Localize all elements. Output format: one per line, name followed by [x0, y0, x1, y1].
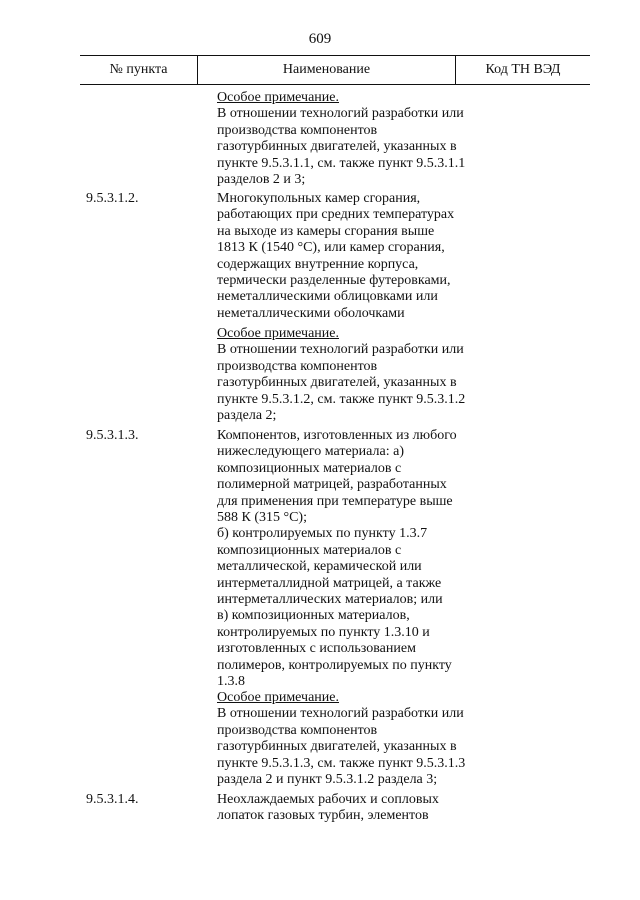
item-line: композиционных материалов с	[217, 460, 402, 476]
item-line: на выходе из камеры сгорания выше	[217, 223, 435, 239]
item-line: интерметаллидной матрицей, а также	[217, 575, 442, 591]
note-line: производства компонентов	[217, 358, 378, 374]
note-line: газотурбинных двигателей, указанных в	[217, 139, 457, 155]
item-line: контролируемых по пункту 1.3.10 и	[217, 624, 430, 640]
item-number: 9.5.3.1.3.	[86, 428, 139, 443]
note-line: В отношении технологий разработки или	[217, 106, 464, 122]
item-line: работающих при средних температурах	[217, 207, 455, 223]
item-line: 588 К (315 °C);	[217, 510, 307, 526]
item-description	[217, 792, 487, 825]
note-line: производства компонентов	[217, 122, 378, 138]
item-line: в) композиционных материалов,	[217, 608, 410, 624]
note-line: производства компонентов	[217, 722, 378, 738]
item-line: неметаллическими облицовками или	[217, 289, 438, 305]
item-line: лопаток газовых турбин, элементов	[217, 808, 429, 824]
item-line: композиционных материалов с	[217, 542, 402, 558]
column-header-code: Код ТН ВЭД	[485, 62, 561, 77]
item-line: металлической, керамической или	[217, 559, 422, 575]
item-line: содержащих внутренние корпуса,	[217, 256, 419, 272]
note-line: газотурбинных двигателей, указанных в	[217, 375, 457, 391]
item-line: изготовленных с использованием	[217, 641, 416, 657]
note-line: пункте 9.5.3.1.3, см. также пункт 9.5.3.1.3	[217, 755, 466, 771]
note-line: пункте 9.5.3.1.1, см. также пункт 9.5.3.1.1	[217, 155, 466, 171]
page-number: 609	[308, 31, 332, 47]
special-note	[217, 90, 487, 188]
item-line: для применения при температуре выше	[217, 493, 453, 509]
item-line: Компонентов, изготовленных из любого	[217, 428, 457, 443]
item-description	[217, 191, 487, 322]
item-line: полимеров, контролируемых по пункту	[217, 657, 452, 673]
note-line: раздела 2;	[217, 408, 277, 424]
special-note	[217, 690, 487, 788]
item-line: б) контролируемых по пункту 1.3.7	[217, 526, 428, 542]
note-line: газотурбинных двигателей, указанных в	[217, 739, 457, 755]
column-header-name: Наименование	[198, 56, 456, 84]
note-line: В отношении технологий разработки или	[217, 706, 464, 722]
item-line: неметаллическими оболочками	[217, 305, 405, 321]
note-line: В отношении технологий разработки или	[217, 342, 464, 358]
table-header	[80, 55, 590, 85]
note-line: разделов 2 и 3;	[217, 172, 306, 188]
item-line: термически разделенные футеровками,	[217, 273, 451, 289]
column-header-number: № пункта	[80, 56, 198, 84]
item-description	[217, 428, 487, 691]
item-line: интерметаллических материалов; или	[217, 592, 443, 608]
note-line: пункте 9.5.3.1.2, см. также пункт 9.5.3.1.2	[217, 391, 466, 407]
item-line: 1.3.8	[217, 674, 245, 690]
item-line: 1813 К (1540 °C), или камер сгорания,	[217, 240, 445, 256]
item-line: нижеследующего материала: а)	[217, 444, 404, 460]
item-number: 9.5.3.1.4.	[86, 792, 139, 807]
item-line: полимерной матрицей, разработанных	[217, 477, 447, 493]
item-number: 9.5.3.1.2.	[86, 191, 139, 206]
note-title: Особое примечание.	[217, 690, 339, 705]
special-note	[217, 326, 487, 424]
note-title: Особое примечание.	[217, 90, 339, 105]
item-line: Многокупольных камер сгорания,	[217, 191, 421, 206]
note-line: раздела 2 и пункт 9.5.3.1.2 раздела 3;	[217, 772, 438, 788]
note-title: Особое примечание.	[217, 326, 339, 341]
item-line: Неохлаждаемых рабочих и сопловых	[217, 792, 439, 807]
